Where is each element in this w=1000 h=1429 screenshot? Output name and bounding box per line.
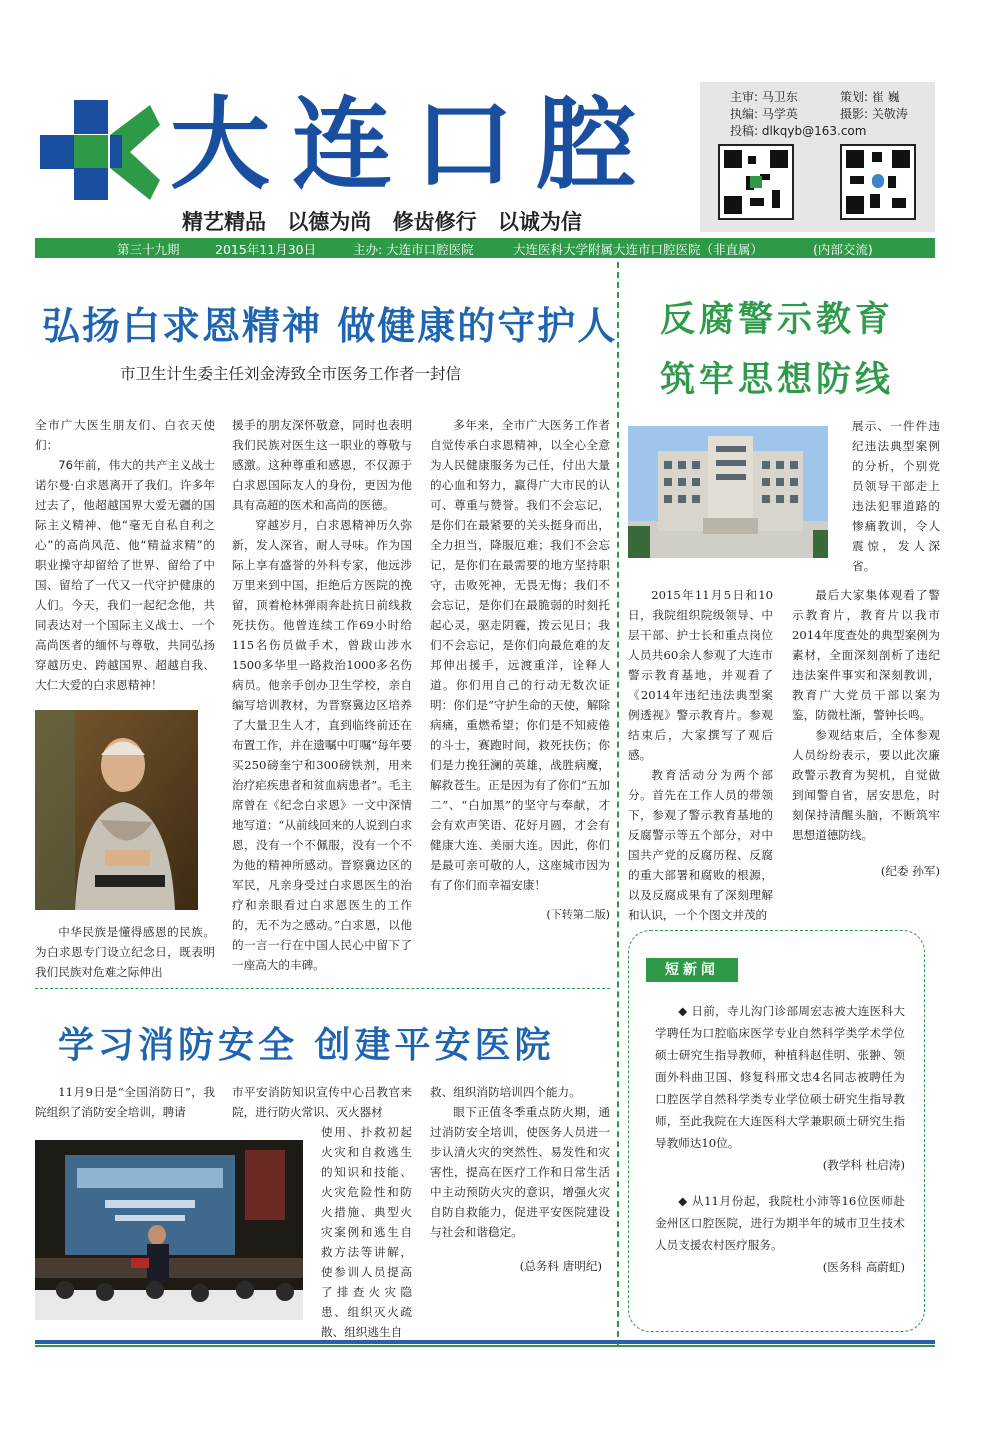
bethune-column-3 bbox=[430, 415, 610, 925]
fire-column-1 bbox=[35, 1082, 215, 1122]
section-divider bbox=[35, 988, 610, 989]
warning-education-base-photo bbox=[628, 426, 828, 558]
issue-host: 主办: 大连市口腔医院 bbox=[353, 242, 474, 257]
anticorruption-paragraph: 参观结束后，全体参观人员纷纷表示，要以此次廉政警示教育为契机，自觉做到闻警自省，居安思危，时刻保持清醒头脑，不断筑牢思想道德防线。 bbox=[792, 728, 940, 842]
short-news-label: 短新闻 bbox=[646, 958, 738, 982]
anticorruption-byline: (纪委 孙军) bbox=[880, 864, 940, 878]
qr-code-icon[interactable] bbox=[840, 144, 916, 220]
fire-safety-title: 学习消防安全 创建平安医院 bbox=[58, 1025, 555, 1066]
bethune-column-2 bbox=[232, 415, 412, 975]
anticorruption-column-right bbox=[792, 585, 940, 881]
anticorruption-title-line-1: 反腐警示教育 bbox=[660, 300, 895, 340]
footer-rule bbox=[35, 1345, 935, 1347]
anticorruption-paragraph: 展示、一件件违纪违法典型案例的分析，个别党员领导干部走上违法犯罪道路的惨痛教训，令人震惊，发人深省。 bbox=[852, 419, 940, 573]
issue-info-bar bbox=[35, 238, 935, 258]
footer-rule bbox=[35, 1340, 935, 1344]
issue-affiliation: 大连医科大学附属大连市口腔医院（非直属） bbox=[513, 242, 764, 257]
credits-box bbox=[700, 82, 935, 232]
bethune-portrait-image bbox=[35, 710, 198, 910]
bethune-paragraph: 多年来，全市广大医务工作者自觉传承白求恩精神，以全心全意为人民健康服务为己任，付出大量的心血和努力，赢得广大市民的认可、尊重与赞誉。我们不会忘记，是你们在最紧要的关头挺身而出，全力担当，降服厄难；我们不会忘记，是你们在最需要的地方坚持职守，击败死神，无畏无悔；我们不会忘记，是你们在最脆弱的时刻托起心灵，驱走阴霾，拨云见日；我们不会忘记，是你们向最危难的友邦伸出援手，远渡重洋，诠释人道。你们用自己的行动无数次证明：你们是“守护生命的天使，解除病痛，重燃希望；你们是不知疲倦的斗士，赛跑时间，救死扶伤；你们是力挽狂澜的英雄，战胜病魔，解救苍生。正是因为有了你们“五加二”、“白加黑”的坚守与奉献，才会有欢声笑语、花好月圆，才会有健康大连、美丽大连。因此，你们是最可亲可敬的人，这座城市因为有了你们而幸福安康！ bbox=[430, 418, 610, 892]
fire-column-2-top bbox=[232, 1082, 412, 1122]
bethune-article-subtitle: 市卫生计生委主任刘金涛致全市医务工作者一封信 bbox=[120, 365, 462, 383]
bethune-greeting: 全市广大医生朋友们、白衣天使们： bbox=[35, 418, 215, 452]
short-news-item: ◆ 从11月份起，我院杜小沛等16位医师赴金州区口腔医院，进行为期半年的城市卫生技术人员支援农村医疗服务。 bbox=[655, 1194, 905, 1252]
fire-byline: (总务科 唐明纪) bbox=[519, 1259, 602, 1273]
credit-chief-editor: 主审: 马卫东 bbox=[730, 90, 798, 104]
credit-photographer: 摄影: 关敬涛 bbox=[840, 107, 908, 121]
masthead-motto: 精艺精品 以德为尚 修齿修行 以诚为信 bbox=[182, 209, 582, 234]
issue-date: 2015年11月30日 bbox=[215, 242, 317, 257]
anticorruption-title-line-2: 筑牢思想防线 bbox=[660, 360, 895, 400]
fire-training-photo bbox=[35, 1140, 303, 1320]
short-news-content bbox=[655, 1000, 905, 1278]
fire-paragraph: 使用、扑救初起火灾和自救逃生的知识和技能、火灾危险性和防火措施、典型火灾案例和逃生自救方法等讲解，使参训人员提高了排查火灾隐患、组织灭火疏散、组织逃生自 bbox=[321, 1125, 412, 1339]
fire-paragraph: 眼下正值冬季重点防火期，通过消防安全培训，使医务人员进一步认清火灾的突然性、易发性和灾害性，提高在医疗工作和日常生活中主动预防火灾的意识，增强火灾自防自救能力，促进平安医院建设与社会和谐稳定。 bbox=[430, 1105, 610, 1239]
hospital-logo bbox=[40, 100, 160, 200]
fire-paragraph: 市平安消防知识宣传中心吕教官来院，进行防火常识、灭火器材 bbox=[232, 1085, 412, 1119]
anticorruption-paragraph: 2015年11月5日和10日，我院组织院级领导、中层干部、护士长和重点岗位人员共60余人参观了大连市警示教育基地，并观看了《2014年违纪违法典型案例透视》警示教育片。参观结束后，大家撰写了观后感。 bbox=[628, 588, 773, 762]
continued-notice: (下转第二版) bbox=[546, 908, 610, 921]
anticorruption-paragraph: 教育活动分为两个部分。首先在工作人员的带领下，参观了警示教育基地的反腐警示等五个部分，对中国共产党的反腐历程、反腐的重大部署和腐败的根源，以及反腐成果有了深刻理解和认识，一个个图文并茂的 bbox=[628, 768, 773, 922]
short-news-item: ◆ 日前，寺儿沟门诊部周宏志被大连医科大学聘任为口腔临床医学专业自然科学类学术学位硕士研究生指导教师，种植科赵佳明、张翀、领面外科曲卫国、修复科邢文忠4名同志被聘任为口腔医学自然科学类专业学位硕士研究生指导教师，至此我院在大连医科大学兼职硕士研究生指导教师达10位。 bbox=[655, 1004, 905, 1150]
short-news-byline: (教学科 杜启涛) bbox=[822, 1158, 905, 1172]
fire-column-2-narrow bbox=[321, 1122, 412, 1342]
fire-paragraph: 救、组织消防培训四个能力。 bbox=[430, 1085, 581, 1099]
anticorruption-paragraph: 最后大家集体观看了警示教育片，教育片以我市2014年度查处的典型案例为素材，全面深刻剖析了违纪违法案件事实和深刻教训，教育广大党员干部以案为鉴，防微杜渐，警钟长鸣。 bbox=[792, 588, 940, 722]
short-news-byline: (医务科 高蔚虹) bbox=[822, 1260, 905, 1274]
bethune-paragraph: 中华民族是懂得感恩的民族。为白求恩专门设立纪念日，既表明我们民族对危难之际伸出 bbox=[35, 925, 215, 979]
column-divider bbox=[617, 262, 619, 1347]
bethune-column-1-continued bbox=[35, 922, 215, 982]
bethune-paragraph: 援手的朋友深怀敬意，同时也表明我们民族对医生这一职业的尊敬与感激。这种尊重和感恩，不仅源于白求恩国际友人的身份，更因为他具有高超的医术和高尚的医德。 bbox=[232, 418, 412, 512]
credit-planner: 策划: 崔 巍 bbox=[840, 90, 900, 104]
qr-code-icon[interactable] bbox=[718, 144, 794, 220]
bethune-paragraph: 76年前，伟大的共产主义战士诺尔曼·白求恩离开了我们。许多年过去了，他超越国界大爱无疆的国际主义精神、他“毫无自私自利之心”的高尚风范、他“精益求精”的职业操守却留给了世界、留给了中国、留给了一代又一代守护健康的人们。今天，我们一起纪念他，共同表达对一个国际主义战士、一个高尚医者的缅怀与尊敬，共同弘扬穿越历史、跨越国界、超越自我、大仁大爱的白求恩精神！ bbox=[35, 458, 215, 692]
bethune-paragraph: 穿越岁月，白求恩精神历久弥新，发人深省，耐人寻味。作为国际上享有盛誉的外科专家，他远涉万里来到中国，拒绝后方医院的挽留，顶着枪林弹雨奔赴抗日前线救死扶伤。他曾连续工作69小时给115名伤员做手术，曾跋山涉水1500多华里一路救治1000多名伤病员。他亲手创办卫生学校，亲自编写培训教材，为晋察冀边区培养了大量卫生人才，直到临终前还在布置工作，并在遗嘱中叮嘱“每年要买250磅奎宁和300磅铁剂，用来治疗疟疾患者和贫血病患者”。毛主席曾在《纪念白求恩》一文中深情地写道：“从前线回来的人说到白求恩，没有一个不佩服，没有一个不为他的精神所感动。晋察冀边区的军民，凡亲身受过白求恩医生的治疗和亲眼看过白求恩医生的工作的，无不为之感动。”白求恩，以他的一言一行在中国人民心中留下了一座高大的丰碑。 bbox=[232, 518, 412, 972]
issue-number: 第三十九期 bbox=[117, 242, 180, 257]
bethune-column-1 bbox=[35, 415, 215, 695]
masthead-title: 大连口腔 bbox=[170, 86, 658, 203]
fire-column-3 bbox=[430, 1082, 610, 1276]
bethune-article-title: 弘扬白求恩精神 做健康的守护人 bbox=[42, 304, 618, 348]
credit-executive-editor: 执编: 马学英 bbox=[730, 107, 798, 121]
fire-paragraph: 11月9日是“全国消防日”，我院组织了消防安全培训，聘请 bbox=[35, 1085, 215, 1119]
anticorruption-text-top-right bbox=[852, 416, 940, 576]
credit-submission-email: 投稿: dlkqyb@163.com bbox=[730, 124, 867, 138]
issue-circulation: (内部交流) bbox=[813, 242, 873, 257]
anticorruption-column-left bbox=[628, 585, 773, 925]
